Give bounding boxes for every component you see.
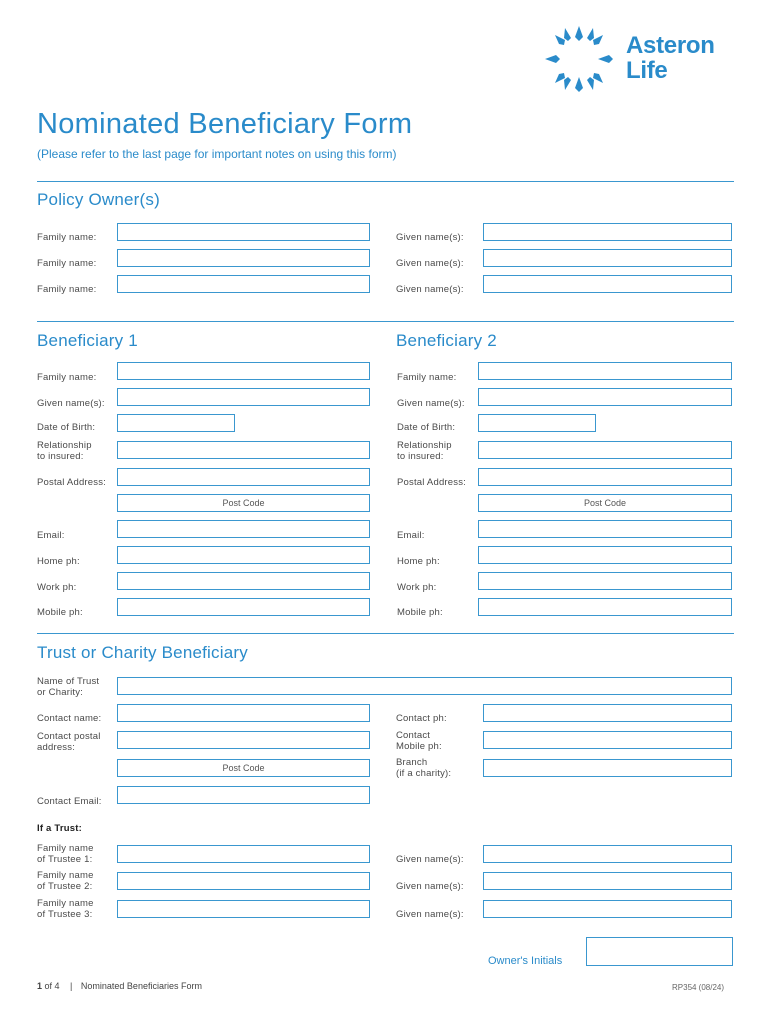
trustee-3-given-label: Given name(s): <box>396 909 464 920</box>
b1-dob-input[interactable] <box>117 414 235 432</box>
b1-given-input[interactable] <box>117 388 370 406</box>
b1-home-label: Home ph: <box>37 556 80 567</box>
b1-mobile-input[interactable] <box>117 598 370 616</box>
owner-3-family-label: Family name: <box>37 284 97 295</box>
trustee-1-given-input[interactable] <box>483 845 732 863</box>
b1-email-label: Email: <box>37 530 65 541</box>
brand-logo-text <box>626 33 715 83</box>
b2-postal-input[interactable] <box>478 468 732 486</box>
brand-line-2: Life <box>626 57 668 84</box>
trust-mobile-label: Contact Mobile ph: <box>396 730 442 752</box>
trust-name-label: Name of Trust or Charity: <box>37 676 100 698</box>
b2-email-input[interactable] <box>478 520 732 538</box>
b1-relationship-input[interactable] <box>117 441 370 459</box>
owner-3-given-label: Given name(s): <box>396 284 464 295</box>
b2-dob-label: Date of Birth: <box>397 422 456 433</box>
trustee-3-family-label: Family name of Trustee 3: <box>37 898 94 920</box>
b1-email-input[interactable] <box>117 520 370 538</box>
trust-postal-label: Contact postal address: <box>37 731 101 753</box>
b1-family-label: Family name: <box>37 372 97 383</box>
b2-given-label: Given name(s): <box>397 398 465 409</box>
trustee-3-given-input[interactable] <box>483 900 732 918</box>
trustee-2-family-input[interactable] <box>117 872 370 890</box>
asteron-star-logo-icon <box>543 24 615 94</box>
trustee-1-family-input[interactable] <box>117 845 370 863</box>
owners-initials-label: Owner's Initials <box>488 955 563 967</box>
owner-2-given-input[interactable] <box>483 249 732 267</box>
b2-home-input[interactable] <box>478 546 732 564</box>
b1-work-label: Work ph: <box>37 582 77 593</box>
trust-contact-name-label: Contact name: <box>37 713 102 724</box>
if-trust-heading: If a Trust: <box>37 823 82 834</box>
b2-work-label: Work ph: <box>397 582 437 593</box>
trustee-1-given-label: Given name(s): <box>396 854 464 865</box>
trust-contact-ph-input[interactable] <box>483 704 732 722</box>
divider <box>37 633 734 634</box>
b1-given-label: Given name(s): <box>37 398 105 409</box>
trust-contact-name-input[interactable] <box>117 704 370 722</box>
form-code: RP354 (08/24) <box>672 983 725 992</box>
trust-name-input[interactable] <box>117 677 732 695</box>
trust-postal-input[interactable] <box>117 731 370 749</box>
b1-dob-label: Date of Birth: <box>37 422 96 433</box>
section-title-beneficiary-1: Beneficiary 1 <box>37 331 138 350</box>
trust-email-label: Contact Email: <box>37 796 102 807</box>
b2-given-input[interactable] <box>478 388 732 406</box>
b1-postal-input[interactable] <box>117 468 370 486</box>
divider <box>37 181 734 182</box>
footer-form-name: Nominated Beneficiaries Form <box>80 981 202 991</box>
b2-dob-input[interactable] <box>478 414 596 432</box>
page-number: 1 <box>37 981 43 991</box>
b1-relationship-label: Relationship to insured: <box>37 440 92 462</box>
b2-postal-label: Postal Address: <box>397 477 467 488</box>
trust-contact-ph-label: Contact ph: <box>396 713 447 724</box>
b2-home-label: Home ph: <box>397 556 440 567</box>
section-title-beneficiary-2: Beneficiary 2 <box>396 331 497 350</box>
b2-postcode-input[interactable]: Post Code <box>478 494 732 512</box>
section-title-policy-owners: Policy Owner(s) <box>37 190 160 209</box>
owner-2-family-input[interactable] <box>117 249 370 267</box>
trustee-3-family-input[interactable] <box>117 900 370 918</box>
b1-family-input[interactable] <box>117 362 370 380</box>
b2-mobile-label: Mobile ph: <box>397 607 443 618</box>
owner-3-given-input[interactable] <box>483 275 732 293</box>
page-title: Nominated Beneficiary Form <box>37 108 413 140</box>
b1-home-input[interactable] <box>117 546 370 564</box>
owner-2-given-label: Given name(s): <box>396 258 464 269</box>
b2-email-label: Email: <box>397 530 425 541</box>
trustee-2-given-label: Given name(s): <box>396 881 464 892</box>
owner-2-family-label: Family name: <box>37 258 97 269</box>
brand-line-1: Asteron <box>626 32 715 59</box>
owner-1-given-label: Given name(s): <box>396 232 464 243</box>
trustee-1-family-label: Family name of Trustee 1: <box>37 843 94 865</box>
b2-family-label: Family name: <box>397 372 457 383</box>
b2-work-input[interactable] <box>478 572 732 590</box>
trustee-2-given-input[interactable] <box>483 872 732 890</box>
b1-work-input[interactable] <box>117 572 370 590</box>
owners-initials-input[interactable] <box>586 937 733 966</box>
trust-mobile-input[interactable] <box>483 731 732 749</box>
trust-branch-input[interactable] <box>483 759 732 777</box>
b1-mobile-label: Mobile ph: <box>37 607 83 618</box>
divider <box>37 321 734 322</box>
footer-separator: | <box>70 981 73 991</box>
section-title-trust: Trust or Charity Beneficiary <box>37 643 248 662</box>
page-total: of 4 <box>42 981 60 991</box>
b1-postcode-input[interactable]: Post Code <box>117 494 370 512</box>
owner-1-family-label: Family name: <box>37 232 97 243</box>
trust-postcode-input[interactable]: Post Code <box>117 759 370 777</box>
owner-3-family-input[interactable] <box>117 275 370 293</box>
b2-relationship-input[interactable] <box>478 441 732 459</box>
b2-mobile-input[interactable] <box>478 598 732 616</box>
page-subtitle: (Please refer to the last page for important notes on using this form) <box>37 147 397 161</box>
b2-relationship-label: Relationship to insured: <box>397 440 452 462</box>
page-indicator <box>37 981 202 991</box>
trust-email-input[interactable] <box>117 786 370 804</box>
owner-1-given-input[interactable] <box>483 223 732 241</box>
b2-family-input[interactable] <box>478 362 732 380</box>
trust-branch-label: Branch (if a charity): <box>396 757 452 779</box>
b1-postal-label: Postal Address: <box>37 477 107 488</box>
trustee-2-family-label: Family name of Trustee 2: <box>37 870 94 892</box>
owner-1-family-input[interactable] <box>117 223 370 241</box>
